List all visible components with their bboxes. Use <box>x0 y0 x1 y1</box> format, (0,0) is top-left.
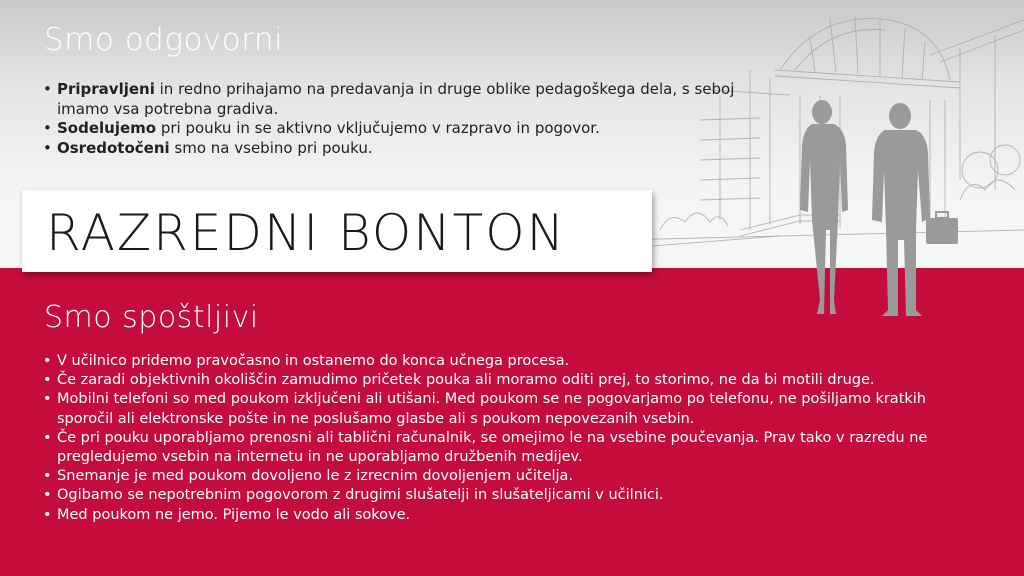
item-keyword: Sodelujemo <box>57 119 157 137</box>
list-item: • Ogibamo se nepotrebnim pogovorom z drugimi slušatelji in slušateljicami v učilnici. <box>43 486 973 505</box>
item-keyword: Osredotočeni <box>57 138 170 157</box>
business-people-silhouette-icon <box>790 100 970 330</box>
page-title: RAZREDNI BONTON <box>46 204 566 262</box>
item-text: pri pouku in se aktivno vključujemo v razpravo in pogovor. <box>156 119 600 137</box>
section-heading-respectful: Smo spoštljivi <box>44 300 259 335</box>
section-heading-responsible: Smo odgovorni <box>44 22 284 58</box>
list-item: • V učilnico pridemo pravočasno in ostanemo do konca učnega procesa. <box>43 352 973 371</box>
respectful-list <box>43 352 973 525</box>
item-text: smo na vsebino pri pouku. <box>169 138 373 157</box>
title-banner <box>22 190 652 272</box>
list-item: • Snemanje je med poukom dovoljeno le z izrecnim dovoljenjem učitelja. <box>43 467 973 486</box>
item-keyword: Pripravljeni <box>57 80 155 98</box>
list-item: • Mobilni telefoni so med poukom izključeni ali utišani. Med poukom se ne pogovarjamo po telefonu, ne pošiljamo kratkih sporočil ali elektronske pošte in ne poslušamo glasbe ali s poukom nepovezanih vsebin. <box>43 390 973 428</box>
list-item: • Če pri pouku uporabljamo prenosni ali tablični računalnik, se omejimo le na vsebine poučevanja. Prav tako v razredu ne pregledujemo vsebin na internetu in ne uporabljamo družbenih medijev. <box>43 429 973 467</box>
item-text: in redno prihajamo na predavanja in druge oblike pedagoškega dela, s seboj imamo vsa potrebna gradiva. <box>57 80 735 118</box>
list-item <box>43 80 743 119</box>
responsible-list <box>43 80 743 158</box>
list-item <box>43 119 743 139</box>
list-item: • Med poukom ne jemo. Pijemo le vodo ali sokove. <box>43 506 973 525</box>
list-item: • Če zaradi objektivnih okoliščin zamudimo pričetek pouka ali moramo oditi prej, to storimo, ne da bi motili druge. <box>43 371 973 390</box>
list-item <box>43 139 743 159</box>
